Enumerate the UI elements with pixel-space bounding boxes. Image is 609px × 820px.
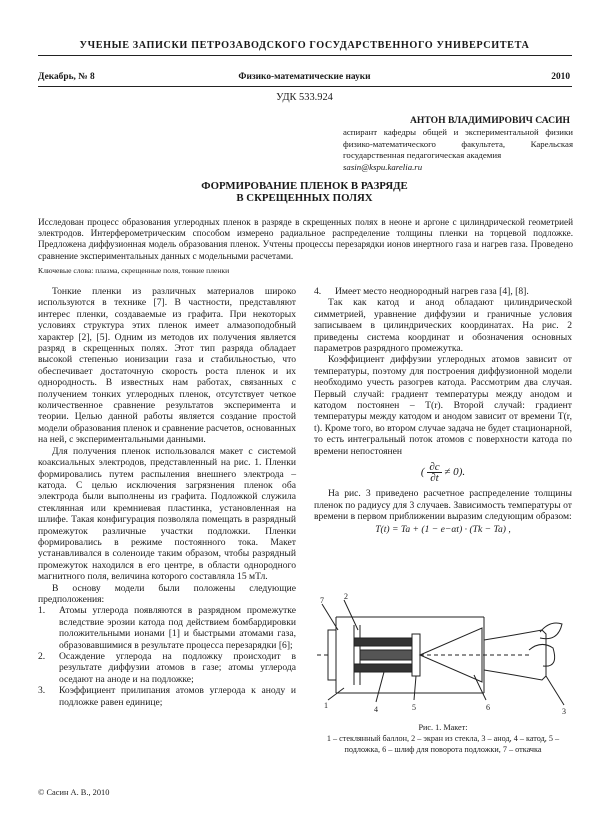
assumption-1 — [38, 605, 296, 651]
title-line-1: ФОРМИРОВАНИЕ ПЛЕНОК В РАЗРЯДЕ — [201, 180, 408, 192]
equation-1: ( $\frac{\partial c}{\partial t}$ ≠ 0). — [420, 461, 466, 485]
cathode-bottom — [354, 664, 412, 672]
equation-1-denominator: ∂t — [430, 472, 439, 485]
issue-label: Декабрь, № 8 — [38, 72, 95, 82]
assumption-3-text: Коэффициент прилипания атомов углерода к аноду и подложке равен единице; — [59, 685, 296, 708]
figure-1-caption — [314, 722, 572, 755]
fig-label-6: 6 — [486, 703, 490, 712]
assumption-2 — [38, 651, 296, 685]
journal-title: УЧЕНЫЕ ЗАПИСКИ ПЕТРОЗАВОДСКОГО ГОСУДАРСТВЕННОГО УНИВЕРСИТЕТА — [79, 40, 530, 51]
copyright: © Сасин А. В., 2010 — [38, 788, 110, 797]
author-name: АНТОН ВЛАДИМИРОВИЧ САСИН — [410, 115, 570, 126]
right-paragraph-3: На рис. 3 приведено расчетное распределение толщины пленок по радиусу для 3 случаев. Зависимость температуры от времени в первом приближении выразим следующим образом: — [314, 488, 572, 522]
fig-label-1: 1 — [324, 701, 328, 710]
right-paragraph-1: Так как катод и анод обладают цилиндрической симметрией, уравнение диффузии и граничные условия записываем в цилиндрических координатах. На рис. 2 приведены система координат и обозначения основных параметров разрядного промежутка. — [314, 297, 572, 355]
udk-code: УДК 533.924 — [276, 92, 333, 103]
header-rule-top — [38, 55, 572, 56]
header-rule-bottom — [38, 86, 572, 87]
apparatus-drawing — [314, 590, 572, 718]
title-line-2: В СКРЕЩЕННЫХ ПОЛЯХ — [236, 192, 373, 205]
assumption-4 — [314, 286, 572, 297]
end-flange — [328, 630, 336, 680]
right-paragraph-2: Коэффициент диффузии углеродных атомов зависит от температуры, поэтому для построения диффузионной модели необходимо учесть разогрев катода. Рассмотрим два случая. Первый случай: градиент температуры между анодом и катодом постоянен – T(r). Второй случай: градиент температуры между катодом и анодом зависит от времени T(r, t). Кроме того, во втором случае задача не будет стационарной, то есть интегральный поток атомов с поверхности катода по времени непостоянен — [314, 354, 572, 457]
right-column — [314, 286, 572, 538]
assumption-3 — [38, 685, 296, 708]
equation-1-fraction — [427, 462, 441, 483]
assumption-3-num: 3. — [38, 685, 46, 697]
figure-1-apparatus — [314, 590, 572, 718]
assumption-1-text: Атомы углерода появляются в разрядном промежутке вследствие эрозии катода под действием бомбардировки положительными ионами [1] и быстрыми атомами газа, образовавшимися в результате процесса перезарядки [6]; — [59, 605, 296, 651]
fig-label-2: 2 — [344, 592, 348, 601]
leader-2 — [344, 600, 358, 630]
caption-legend: 1 – стеклянный баллон, 2 – экран из стекла, 3 – анод, 4 – катод, 5 – подложка, 6 – шлиф для поворота подложки, 7 – откачка — [326, 734, 560, 754]
fig-label-3: 3 — [562, 707, 566, 716]
assumption-4-num: 4. — [314, 286, 322, 297]
fig-label-5: 5 — [412, 703, 416, 712]
section-label: Физико-математические науки — [238, 72, 371, 82]
caption-title: Рис. 1. Макет: — [418, 723, 468, 732]
pumping-outlet — [529, 644, 555, 666]
author-email: sasin@kspu.karelia.ru — [343, 161, 423, 172]
paper-title — [0, 180, 609, 205]
anode-rod — [360, 650, 412, 660]
left-column — [38, 286, 296, 708]
equation-1-relation: ≠ 0 — [444, 466, 459, 479]
fig-label-7: 7 — [320, 596, 324, 605]
cathode-top — [354, 638, 412, 646]
abstract: Исследован процесс образования углеродных пленок в разряде в скрещенных полях в неоне и аргоне с цилиндрической геометрией электродов. Интерферометрическим способом измерено радиальное распределение толщины пленки на торцевой подложке. Предложена диффузионная модель образования пленок. Учтены процессы перезарядки ионов инертного газа и нагрев газа. Проведено сравнение экспериментальных данных с модельными расчетами. — [38, 217, 573, 261]
fig-label-4: 4 — [374, 705, 378, 714]
author-affiliation — [343, 127, 573, 173]
left-paragraph-3: В основу модели были положены следующие предположения: — [38, 582, 296, 605]
assumption-1-num: 1. — [38, 605, 46, 617]
leader-5 — [414, 676, 416, 700]
equation-2: T(t) = Ta + (1 − e−αt) · (Tk − Ta) , — [375, 524, 511, 536]
assumption-2-text: Осаждение углерода на подложку происходит в результате диффузии атомов в газе; атомы углерода оседают на аноде и на подложке; — [59, 651, 296, 685]
leader-3 — [546, 676, 564, 705]
leader-4 — [376, 672, 384, 702]
keywords: Ключевые слова: плазма, скрещенные поля, тонкие пленки — [38, 266, 230, 275]
affiliation-text: аспирант кафедры общей и экспериментальной физики физико-математического факультета, Карельская государственная педагогическая академия — [343, 127, 573, 161]
equation-1-numerator: ∂c — [429, 461, 440, 474]
year-label: 2010 — [551, 72, 570, 82]
left-paragraph-2: Для получения пленок использовался макет с системой коаксиальных электродов, представленный на рис. 1. Пленки формировались путем распыления внешнего электрода – катода. С целью исключения загрязнения пленок оба электрода были выполнены из графита. Подложкой служила стеклянная или кремниевая пластинка, установленная на шлифе. Такая конфигурация позволяла помещать в разрядный промежуток различные участки подложки. Пленки формировались в режиме постоянного тока. Макет устанавливался в соленоиде таким образом, чтобы разрядный промежуток находился в его центре, в области однородного магнитного поля, величина которого составляла 15 мТл. — [38, 445, 296, 583]
left-paragraph-1: Тонкие пленки из различных материалов широко используются в технике [7]. В частности, представляют интерес пленки, создаваемые из графита. При некоторых условиях структура этих пленок имеет алмазоподобный характер [2], [5]. Одним из методов их получения является разряд в скрещенных полях. Этот тип разряда обладает высокой степенью ионизации газа и стабильностью, что обеспечивает достаточную скорость роста пленок и их однородность. В известных нам работах, связанных с получением тонких углеродных пленок, отсутствует четкое количественное сравнение результатов эксперимента и теории. Целью данной работы является создание простой модели образования пленок и сравнение расчетов, основанных на ней, с экспериментальными данными. — [38, 286, 296, 446]
assumption-2-num: 2. — [38, 651, 46, 662]
assumption-4-text: Имеет место неоднородный нагрев газа [4], [8]. — [335, 286, 529, 297]
